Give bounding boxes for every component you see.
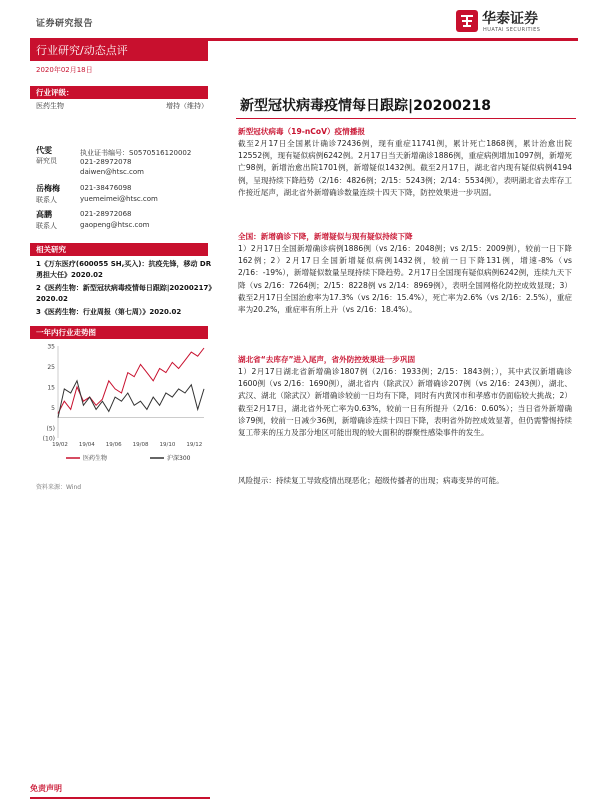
rating-heading: 行业评级： — [30, 86, 208, 99]
analyst-email[interactable]: yuemeimei@htsc.com — [80, 195, 158, 203]
related-heading: 相关研究 — [30, 243, 208, 256]
series-line-pharma — [58, 348, 204, 414]
x-tick-label: 19/02 — [52, 442, 68, 448]
report-type-label: 证券研究报告 — [36, 19, 94, 29]
cert-label: 执业证书编号： — [80, 149, 129, 157]
x-tick-label: 19/08 — [132, 442, 149, 448]
analyst-name: 高鹏 — [36, 210, 52, 219]
title-rule — [236, 118, 576, 119]
paragraph: 截至2月17日全国累计确诊72436例，现有重症11741例，累计死亡1868例，累计治愈出院12552例，现有疑似病例6242例。2月17日当天新增确诊1886例，重症病例增加1097例，新增死亡98例，新增治愈出院1701例，新增疑似1432例。截至2月17日，湖北省内现有疑似病例4194例，呈现持续下降趋势（2/16：4826例；2/15：5243例；2/14：5534例），表明湖北省去库存工作接近尾声，湖北省外新增确诊数量连续十四天下降，防控效果进一步巩固。 — [238, 139, 572, 197]
analyst-name: 代雯 — [36, 146, 52, 155]
analyst-role: 联系人 — [36, 222, 57, 230]
section-heading: 全国：新增确诊下降，新增疑似与现有疑似持续下降 — [238, 232, 413, 241]
paragraph: 1）2月17日全国新增确诊病例1886例（vs 2/16：2048例；vs 2/15：2009例），较前一日下降162例；2）2月17日全国新增疑似病例1432例，较前一日下降131例，增速-8%（vs 2/16：-19%），新增疑似数量呈现持续下降趋势。2月17日全国现有疑似病例6242例，连续九天下降（vs 2/16：7264例；2/15：8228例 vs 2/14：8969例），表明全国网格化防控成效显现；3）截至2月17日全国治愈率为17.3%（vs 2/16：15.4%），死亡率为2.6%（vs 2/16：2.5%），重症率为20.2%，重症率有所上升（vs 2/16：18.4%）。 — [238, 244, 572, 315]
x-tick-label: 19/04 — [78, 442, 95, 448]
analyst-phone: 021-38476098 — [80, 184, 132, 192]
footer-rule — [30, 797, 210, 799]
section-heading: 新型冠状病毒（19-nCoV）疫情播报 — [238, 127, 365, 136]
analyst-email[interactable]: daiwen@htsc.com — [80, 168, 144, 176]
analyst-card — [36, 209, 208, 239]
section-heading: 湖北省“去库存”进入尾声，省外防控效果进一步巩固 — [238, 355, 416, 364]
chart-title: 一年内行业走势图 — [30, 326, 208, 339]
y-tick-label: 25 — [47, 363, 55, 371]
related-item[interactable]: 3《医药生物：行业周报（第七周）》2020.02 — [36, 308, 182, 316]
footer-label — [30, 783, 210, 797]
analyst-role: 研究员 — [36, 157, 57, 165]
analyst-role: 联系人 — [36, 196, 57, 204]
huatai-logo — [456, 8, 576, 38]
section-label: 行业研究/动态点评 — [30, 41, 208, 61]
analyst-phone: 021-28972078 — [80, 158, 132, 166]
analyst-card — [36, 145, 208, 185]
risk-note: 风险提示：持续复工导致疫情出现恶化；超级传播者的出现；病毒变异的可能。 — [238, 476, 504, 485]
logo-text-en: HUATAI SECURITIES — [483, 27, 541, 33]
footer-text[interactable]: 免责声明 — [30, 784, 62, 793]
y-tick-label: 35 — [47, 343, 55, 351]
legend-label: 医药生物 — [83, 455, 108, 462]
rating-industry: 医药生物 — [36, 102, 64, 110]
x-tick-label: 19/12 — [186, 442, 203, 448]
y-tick-label: 15 — [47, 384, 55, 392]
cert-number: S0570516120002 — [129, 149, 192, 157]
related-item[interactable]: 1《万东医疗(600055 SH,买入)：抗疫先锋，移动 DR 勇担大任》2020.02 — [36, 260, 212, 279]
series-line-hs300 — [58, 381, 204, 418]
y-tick-label: 5 — [51, 404, 55, 412]
y-tick-label: (5) — [46, 425, 55, 433]
rating-row — [36, 101, 208, 111]
x-tick-label: 19/10 — [159, 442, 176, 448]
analyst-phone: 021-28972068 — [80, 210, 132, 218]
report-date: 2020年02月18日 — [36, 66, 93, 74]
related-item[interactable]: 2《医药生物：新型冠状病毒疫情每日跟踪|20200217》2020.02 — [36, 284, 212, 303]
legend-label: 沪深300 — [167, 455, 191, 462]
rating-value: 增持（维持） — [166, 102, 208, 110]
y-tick-label: (10) — [42, 435, 55, 443]
logo-text-cn: 华泰证券 — [482, 11, 538, 27]
paragraph: 1）2月17日湖北省新增确诊1807例（2/16：1933例；2/15：1843例；），其中武汉新增确诊1600例（vs 2/16：1690例），湖北省内（除武汉）新增确诊207例（vs 2/16：243例），湖北、武汉、湖北（除武汉）新增确诊较前一日均有下降，同时有内黄冈市和孝感市仍面临较大挑战；2）截至2月17日，湖北省外死亡率为0.63%，较前一日有所提升（2/16：0.60%）；当日省外新增确诊79例，较前一日减少36例，新增确诊连续十四日下降，表明省外防控成效显著，但仍需警惕持续复工带来的压力及部分地区可能出现的较大面积的群聚性感染事件的发生。 — [238, 367, 572, 438]
page-title: 新型冠状病毒疫情每日跟踪|20200218 — [240, 98, 492, 114]
industry-trend-chart — [34, 340, 210, 470]
analyst-email[interactable]: gaopeng@htsc.com — [80, 221, 150, 229]
x-tick-label: 19/06 — [105, 442, 122, 448]
chart-source: 资料来源：Wind — [36, 484, 82, 491]
analyst-name: 岳梅梅 — [36, 184, 60, 193]
logo-mark-icon — [456, 10, 478, 32]
